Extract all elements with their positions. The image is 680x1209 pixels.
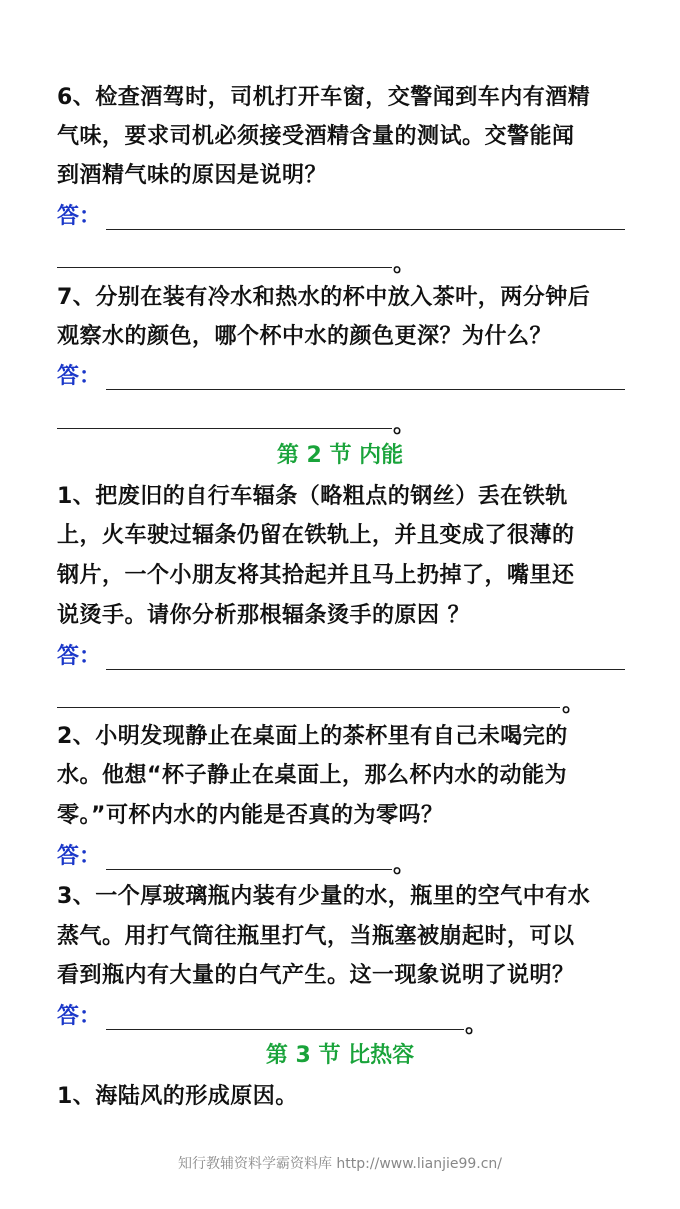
answer-line[interactable] — [106, 229, 625, 230]
s2-question-2-line-2: 水。他想“杯子静止在桌面上，那么杯内水的动能为 — [57, 763, 567, 788]
s2-question-1-line-3: 钢片，一个小朋友将其拾起并且马上扔掉了，嘴里还 — [57, 563, 575, 588]
section-3-heading: 第 3 节 比热容 — [265, 1043, 415, 1068]
s2-question-2-line-1: 2、小明发现静止在桌面上的茶杯里有自己未喝完的 — [57, 724, 568, 749]
s2-question-1-line-4: 说烫手。请你分析那根辐条烫手的原因 ？ — [57, 603, 471, 628]
answer-period: 。 — [393, 252, 416, 277]
answer-label: 答： — [57, 644, 102, 669]
question-7-line-2: 观察水的颜色，哪个杯中水的颜色更深？为什么？ — [57, 324, 553, 349]
s2-question-2-line-3: 零。”可杯内水的内能是否真的为零吗？ — [57, 803, 444, 828]
section-2-heading: 第 2 节 内能 — [276, 443, 404, 468]
s2-question-3-line-3: 看到瓶内有大量的白气产生。这一现象说明了说明？ — [57, 963, 575, 988]
answer-label: 答： — [57, 1004, 102, 1029]
answer-period: 。 — [562, 692, 585, 717]
s2-question-3-line-1: 3、一个厚玻璃瓶内装有少量的水，瓶里的空气中有水 — [57, 884, 591, 909]
answer-line[interactable] — [106, 869, 392, 870]
answer-line[interactable] — [106, 1029, 464, 1030]
question-6-line-1: 6、检查酒驾时，司机打开车窗，交警闻到车内有酒精 — [57, 85, 591, 110]
answer-label: 答： — [57, 844, 102, 869]
answer-period: 。 — [393, 413, 416, 438]
question-6-line-2: 气味，要求司机必须接受酒精含量的测试。交警能闻 — [57, 124, 575, 149]
answer-line[interactable] — [57, 267, 392, 268]
answer-line[interactable] — [106, 669, 625, 670]
s2-question-1-line-1: 1、把废旧的自行车辐条（略粗点的钢丝）丢在铁轨 — [57, 484, 568, 509]
answer-period: 。 — [393, 853, 416, 878]
answer-line[interactable] — [57, 707, 560, 708]
s3-question-1-line-1: 1、海陆风的形成原因。 — [57, 1084, 298, 1109]
question-6-line-3: 到酒精气味的原因是说明？ — [57, 163, 328, 188]
answer-label: 答： — [57, 364, 102, 389]
answer-label: 答： — [57, 204, 102, 229]
s2-question-1-line-2: 上，火车驶过辐条仍留在铁轨上，并且变成了很薄的 — [57, 523, 575, 548]
answer-line[interactable] — [106, 389, 625, 390]
s2-question-3-line-2: 蒸气。用打气筒往瓶里打气，当瓶塞被崩起时，可以 — [57, 924, 575, 949]
footer-watermark: 知行教辅资料学霸资料库 http://www.lianjie99.cn/ — [177, 1156, 503, 1172]
answer-period: 。 — [465, 1013, 488, 1038]
answer-line[interactable] — [57, 428, 392, 429]
question-7-line-1: 7、分别在装有冷水和热水的杯中放入茶叶，两分钟后 — [57, 285, 591, 310]
